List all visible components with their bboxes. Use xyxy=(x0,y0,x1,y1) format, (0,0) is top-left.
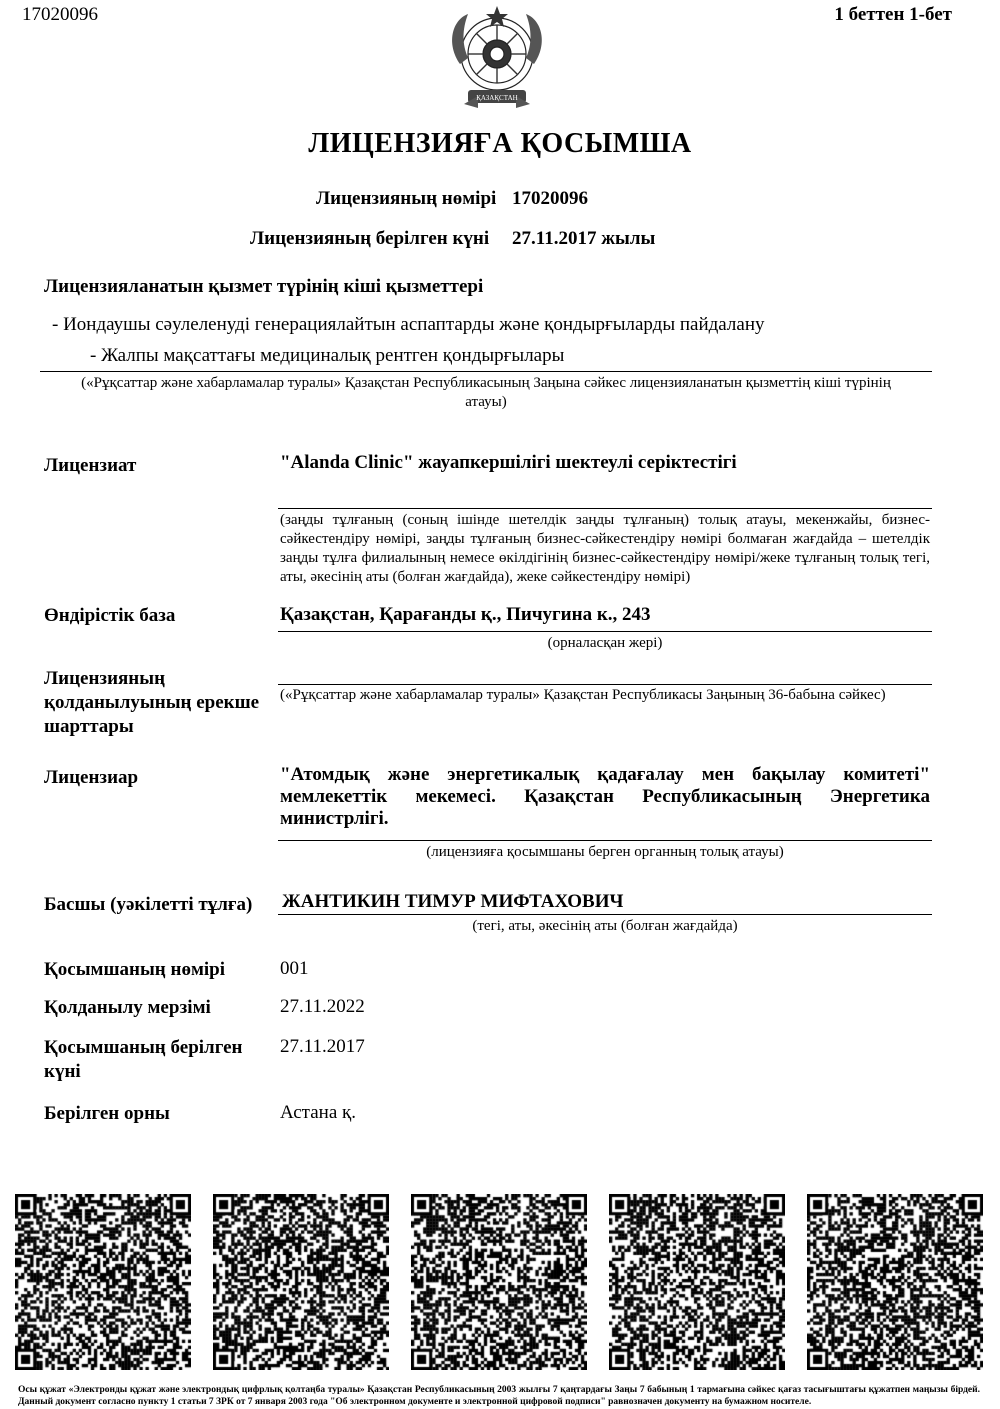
kazakhstan-state-emblem-icon xyxy=(438,4,556,112)
divider xyxy=(278,840,932,841)
activities-note: («Рұқсаттар және хабарламалар туралы» Қазақстан Республикасының Заңына сәйкес лицензияланатын қызметтің кіші түрінің атауы) xyxy=(81,375,891,410)
activity-item-text: Жалпы мақсаттағы медициналық рентген қондырғылары xyxy=(101,345,565,366)
qr-code-icon xyxy=(15,1194,191,1370)
licensor-value: "Атомдық және энергетикалық қадағалау мен бақылау комитеті" мемлекеттік мекемесі. Қазақстан Республикасының Энергетика министрлігі. xyxy=(280,764,930,829)
divider xyxy=(278,684,932,685)
legal-footer: Осы құжат «Электронды құжат және электрондық цифрлық қолтаңба туралы» Қазақстан Республикасының 2003 жылғы 7 қаңтардағы Заңы 7 бабының 1 тармағына сәйкес қағаз тасығыштағы құжатпен маңызы бірдей. Данный документ согласно пункту 1 статьи 7 ЗРК от 7 января 2003 года "Об электронном документе и электронной цифровой подписи" равнозначен документу на бумажном носителе. xyxy=(18,1385,980,1407)
license-date-label: Лицензияның берілген күні xyxy=(250,228,490,249)
head-note: (тегі, аты, әкесінің аты (болған жағдайда) xyxy=(472,918,738,934)
special-conditions-note: («Рұқсаттар және хабарламалар туралы» Қазақстан Республикасы Заңының 36-бабына сәйкес) xyxy=(280,687,886,703)
special-conditions-label: Лицензияның қолданылуының ерекше шарттары xyxy=(44,668,260,737)
page-indicator: 1 беттен 1-бет xyxy=(834,4,952,25)
divider xyxy=(278,508,932,509)
appendix-date-value: 27.11.2017 xyxy=(280,1036,365,1057)
licensee-note: (заңды тұлғаның (соның ішінде шетелдік заңды тұлғаның) толық атауы, мекенжайы, бизнес-сәйкестендіру нөмірі, заңды тұлғаның бизнес-сәйкестендіру нөмірі болмаған жағдайда – шетелдік заңды тұлға филиалының немесе өкілдігінің бизнес-сәйкестендіру нөмірі/жеке тұлғаның толық тегі, аты, әкесінің аты (болған жағдайда), жеке сәйкестендіру нөмірі) xyxy=(280,512,930,585)
validity-label: Қолданылу мерзімі xyxy=(44,997,211,1018)
production-base-note: (орналасқан жері) xyxy=(547,635,663,651)
appendix-date-label: Қосымшаның берілген күні xyxy=(44,1037,243,1082)
license-date-value: 27.11.2017 жылы xyxy=(512,228,656,249)
dash-bullet: - xyxy=(90,345,102,366)
document-number: 17020096 xyxy=(22,4,98,25)
divider xyxy=(40,371,932,372)
appendix-number-value: 001 xyxy=(280,958,309,979)
divider xyxy=(278,914,932,915)
divider xyxy=(278,631,932,632)
appendix-number-label: Қосымшаның нөмірі xyxy=(44,959,226,980)
qr-code-icon xyxy=(807,1194,983,1370)
qr-code-icon xyxy=(213,1194,389,1370)
licensee-label: Лицензиат xyxy=(44,455,137,476)
production-base-value: Қазақстан, Қарағанды қ., Пичугина к., 243 xyxy=(280,604,651,625)
qr-code-icon xyxy=(411,1194,587,1370)
validity-value: 27.11.2022 xyxy=(280,996,365,1017)
activity-item-text: Иондаушы сәулеленуді генерациялайтын аспаптарды және қондырғыларды пайдалану xyxy=(63,314,765,335)
qr-code-icon xyxy=(609,1194,785,1370)
head-value: ЖАНТИКИН ТИМУР МИФТАХОВИЧ xyxy=(282,891,624,912)
activity-item xyxy=(52,314,764,336)
issue-place-value: Астана қ. xyxy=(280,1102,356,1123)
licensor-label: Лицензиар xyxy=(44,767,139,788)
activities-heading: Лицензияланатын қызмет түрінің кіші қызметтері xyxy=(44,276,484,297)
license-number-value: 17020096 xyxy=(512,188,588,209)
head-label: Басшы (уәкілетті тұлға) xyxy=(44,894,253,915)
dash-bullet: - xyxy=(52,314,64,335)
issue-place-label: Берілген орны xyxy=(44,1103,170,1124)
license-number-label: Лицензияның нөмірі xyxy=(316,188,497,209)
activity-item xyxy=(90,345,564,367)
licensee-value: "Alanda Clinic" жауапкершілігі шектеулі серіктестігі xyxy=(280,452,737,473)
production-base-label: Өндірістік база xyxy=(44,605,176,626)
page-title: ЛИЦЕНЗИЯҒА ҚОСЫМША xyxy=(308,128,692,159)
emblem-inscription: ҚАЗАҚСТАН xyxy=(476,94,518,102)
licensor-note: (лицензияға қосымшаны берген органның толық атауы) xyxy=(426,844,784,860)
